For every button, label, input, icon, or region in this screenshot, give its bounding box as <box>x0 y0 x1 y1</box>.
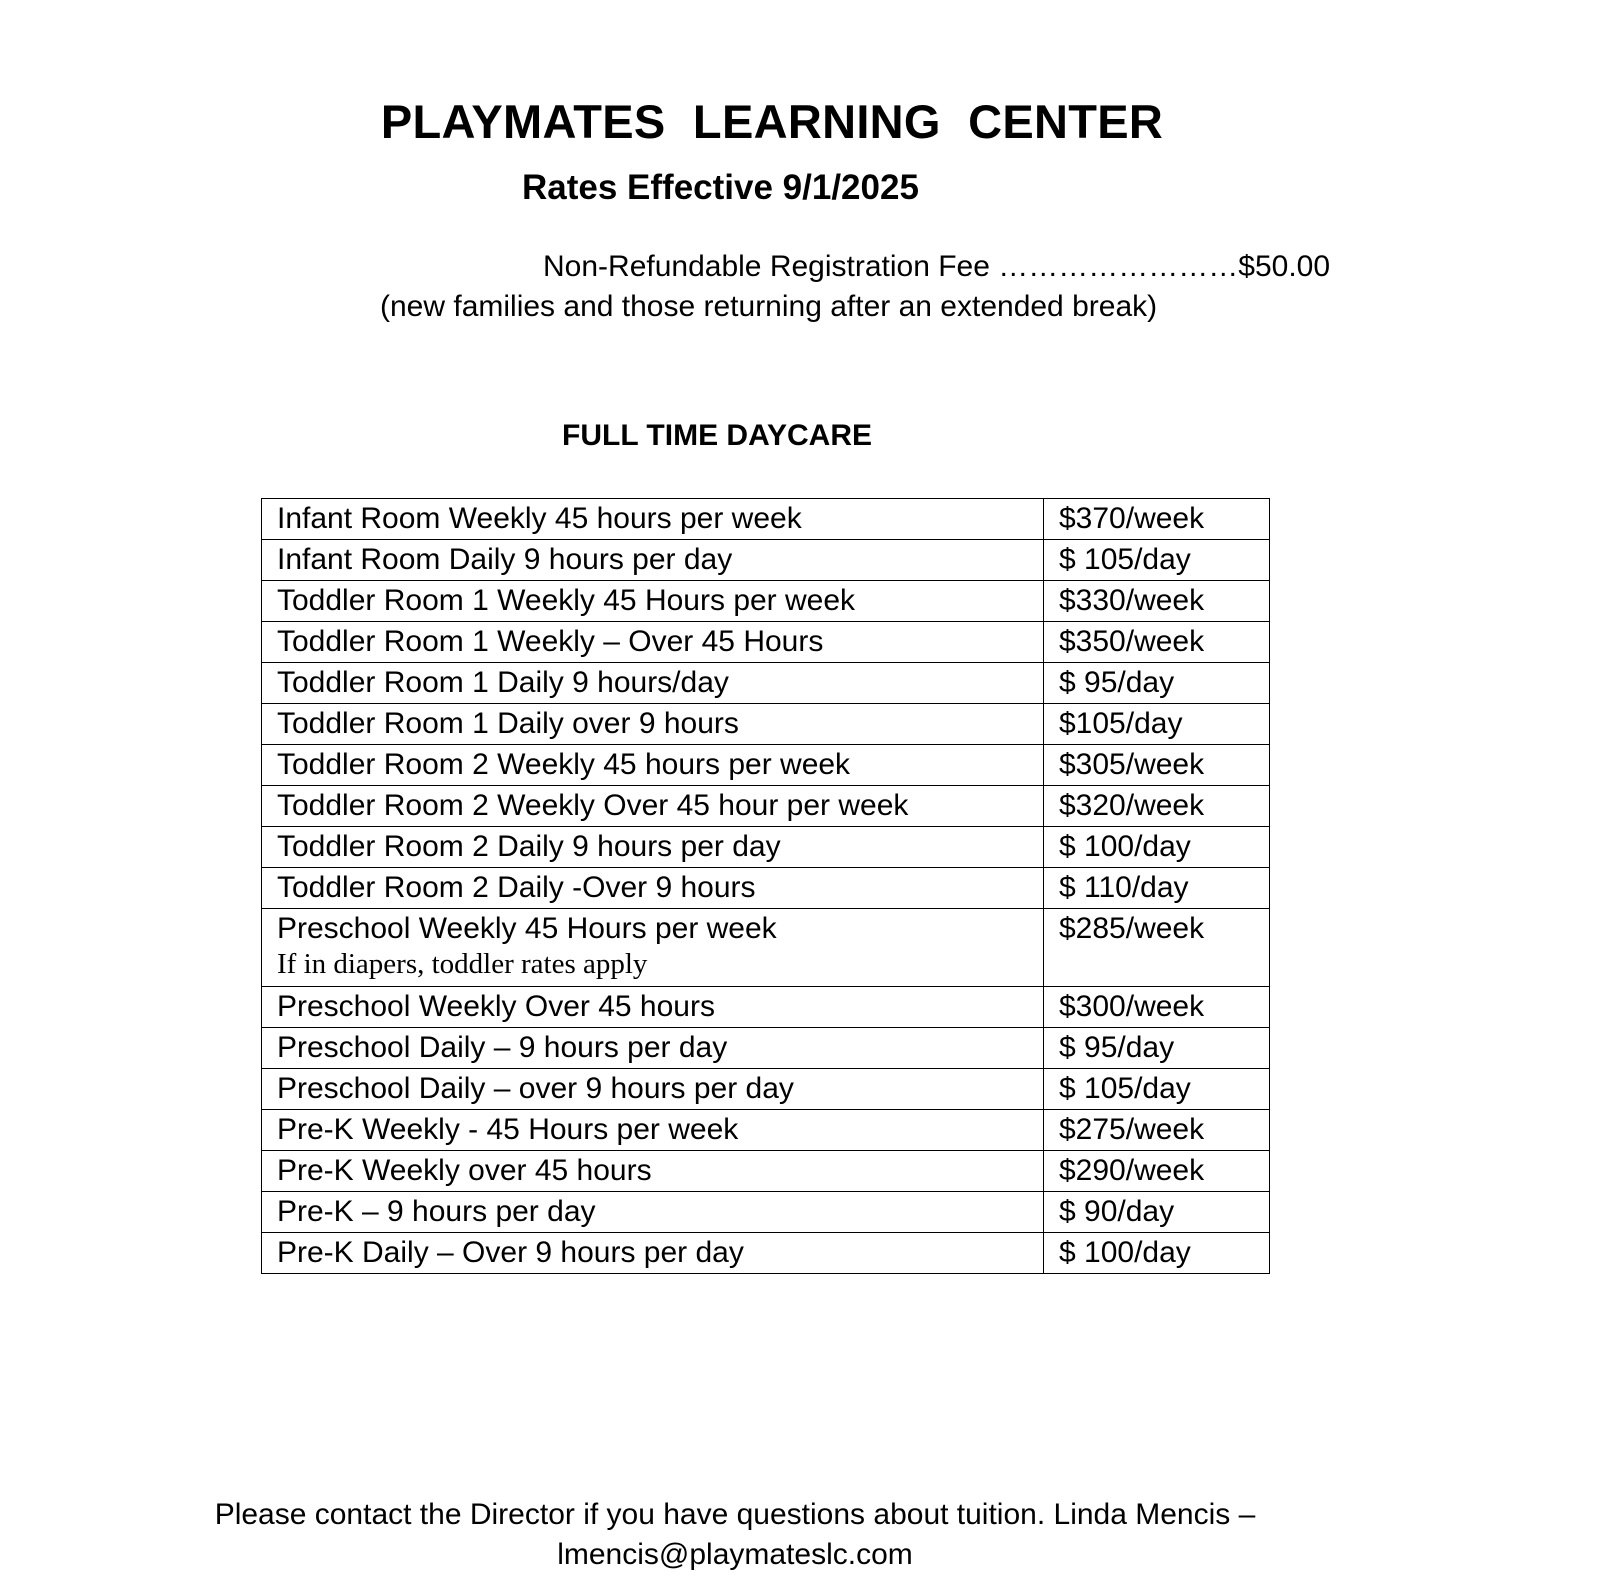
rate-row <box>262 987 1270 1028</box>
rate-label: Preschool Weekly Over 45 hours <box>277 990 715 1023</box>
rate-row <box>262 827 1270 868</box>
rate-label: Preschool Weekly 45 Hours per week <box>277 912 777 945</box>
rate-row <box>262 622 1270 663</box>
rate-row <box>262 704 1270 745</box>
rate-label: Infant Room Weekly 45 hours per week <box>277 502 802 535</box>
rate-price: $ 95/day <box>1044 663 1270 704</box>
rate-label-cell <box>262 909 1044 987</box>
rate-label-cell <box>262 1192 1044 1233</box>
rate-price: $ 105/day <box>1044 1069 1270 1110</box>
rate-label: Toddler Room 2 Daily 9 hours per day <box>277 830 781 863</box>
section-heading: FULL TIME DAYCARE <box>562 419 873 452</box>
rate-label-cell <box>262 827 1044 868</box>
rate-label-cell <box>262 663 1044 704</box>
rate-label: Pre-K Weekly over 45 hours <box>277 1154 652 1187</box>
rate-price: $ 100/day <box>1044 1233 1270 1274</box>
rate-row <box>262 499 1270 540</box>
rate-label: Preschool Daily – over 9 hours per day <box>277 1072 794 1105</box>
rate-price: $305/week <box>1044 745 1270 786</box>
rate-label-cell <box>262 786 1044 827</box>
rate-label-cell <box>262 540 1044 581</box>
rate-row <box>262 1233 1270 1274</box>
rate-label: Toddler Room 1 Weekly – Over 45 Hours <box>277 625 824 658</box>
rate-price: $ 105/day <box>1044 540 1270 581</box>
rate-label: Toddler Room 1 Daily over 9 hours <box>277 707 739 740</box>
rate-label: Pre-K Daily – Over 9 hours per day <box>277 1236 744 1269</box>
rate-label-cell <box>262 1233 1044 1274</box>
rates-effective-subtitle: Rates Effective 9/1/2025 <box>522 168 919 207</box>
rate-price: $ 100/day <box>1044 827 1270 868</box>
rate-row <box>262 745 1270 786</box>
contact-footer-line1: Please contact the Director if you have questions about tuition. Linda Mencis – <box>214 1498 1256 1531</box>
rate-row <box>262 540 1270 581</box>
rate-row <box>262 1069 1270 1110</box>
center-name-title: PLAYMATES LEARNING CENTER <box>380 95 1164 148</box>
rate-label-cell <box>262 868 1044 909</box>
rate-label: Pre-K – 9 hours per day <box>277 1195 596 1228</box>
rate-note: If in diapers, toddler rates apply <box>277 948 648 980</box>
rate-label-cell <box>262 1069 1044 1110</box>
rate-price: $285/week <box>1044 909 1270 987</box>
rate-row <box>262 1110 1270 1151</box>
rate-label-cell <box>262 745 1044 786</box>
rate-label-cell <box>262 704 1044 745</box>
rate-row <box>262 909 1270 987</box>
director-email: lmencis@playmateslc.com <box>557 1538 913 1571</box>
rate-price: $ 90/day <box>1044 1192 1270 1233</box>
rate-label-cell <box>262 1110 1044 1151</box>
rate-label: Toddler Room 2 Weekly Over 45 hour per week <box>277 789 909 822</box>
rate-price: $290/week <box>1044 1151 1270 1192</box>
rate-row <box>262 868 1270 909</box>
rate-label: Preschool Daily – 9 hours per day <box>277 1031 728 1064</box>
rate-label: Toddler Room 2 Daily -Over 9 hours <box>277 871 756 904</box>
rate-label-cell <box>262 499 1044 540</box>
rate-price: $275/week <box>1044 1110 1270 1151</box>
rate-label: Infant Room Daily 9 hours per day <box>277 543 733 576</box>
rates-table <box>261 498 1270 1274</box>
rate-row <box>262 786 1270 827</box>
rate-label-cell <box>262 1028 1044 1069</box>
rate-label: Toddler Room 1 Weekly 45 Hours per week <box>277 584 856 617</box>
rate-price: $105/day <box>1044 704 1270 745</box>
rate-row <box>262 663 1270 704</box>
rate-label-cell <box>262 987 1044 1028</box>
registration-fee-note: (new families and those returning after an extended break) <box>380 290 1158 323</box>
rate-label-cell <box>262 622 1044 663</box>
rate-label: Toddler Room 1 Daily 9 hours/day <box>277 666 729 699</box>
rate-row <box>262 1192 1270 1233</box>
rates-table-body <box>262 499 1270 1274</box>
rate-label-cell <box>262 1151 1044 1192</box>
rate-price: $300/week <box>1044 987 1270 1028</box>
rate-price: $320/week <box>1044 786 1270 827</box>
contact-footer <box>0 1495 1470 1575</box>
rate-label: Pre-K Weekly - 45 Hours per week <box>277 1113 739 1146</box>
rate-price: $330/week <box>1044 581 1270 622</box>
rate-price: $ 95/day <box>1044 1028 1270 1069</box>
rate-label-cell <box>262 581 1044 622</box>
registration-fee-line: Non-Refundable Registration Fee ……………………$50.00 <box>543 250 1331 283</box>
rate-price: $350/week <box>1044 622 1270 663</box>
rate-price: $370/week <box>1044 499 1270 540</box>
rate-row <box>262 1028 1270 1069</box>
rate-row <box>262 581 1270 622</box>
rate-row <box>262 1151 1270 1192</box>
rate-label: Toddler Room 2 Weekly 45 hours per week <box>277 748 851 781</box>
rate-price: $ 110/day <box>1044 868 1270 909</box>
